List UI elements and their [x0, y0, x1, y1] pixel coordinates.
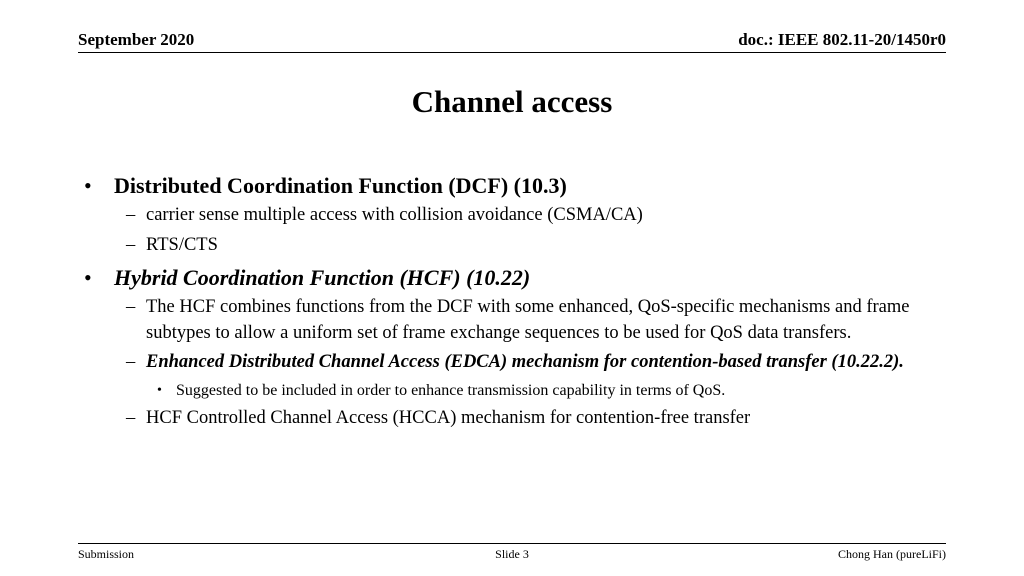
- dash-icon: –: [126, 407, 136, 428]
- bullet-icon: •: [84, 265, 92, 290]
- bullet-dcf-text: Distributed Coordination Function (DCF) (10.3): [114, 173, 567, 198]
- dash-icon: –: [126, 205, 136, 225]
- sub-rts-cts-text: RTS/CTS: [146, 234, 218, 255]
- footer-submission: Submission: [78, 547, 135, 561]
- slide-content: [84, 170, 954, 435]
- bullet-dcf: [84, 170, 954, 201]
- dash-icon: –: [126, 297, 136, 317]
- bullet-icon: •: [84, 173, 92, 198]
- dash-icon: –: [126, 234, 136, 255]
- header-doc-id: doc.: IEEE 802.11-20/1450r0: [738, 30, 946, 49]
- bullet-hcf-text: Hybrid Coordination Function (HCF) (10.22): [114, 265, 531, 290]
- sub-hcf-description: [126, 295, 954, 346]
- sub-hcca: [126, 406, 954, 432]
- bullet-hcf: [84, 262, 954, 293]
- slide-title: Channel access: [411, 84, 613, 119]
- footer-author: Chong Han (pureLiFi): [838, 547, 946, 561]
- sub-csma: [126, 203, 954, 229]
- footer-rule: [78, 543, 946, 544]
- sub-edca-note-text: Suggested to be included in order to enhance transmission capability in terms of QoS.: [176, 381, 726, 399]
- sub-hcca-text: HCF Controlled Channel Access (HCCA) mechanism for contention-free transfer: [146, 407, 751, 428]
- header-rule: [78, 52, 946, 53]
- header-date: September 2020: [78, 30, 195, 49]
- sub-edca-note: [157, 380, 954, 402]
- sub-edca-text: Enhanced Distributed Channel Access (EDCA) mechanism for contention-based transfer (10.22.2).: [146, 352, 904, 372]
- sub-edca: [126, 350, 954, 376]
- sub-rts-cts: [126, 233, 954, 259]
- sub-csma-text: carrier sense multiple access with collision avoidance (CSMA/CA): [146, 205, 643, 225]
- dash-icon: –: [126, 352, 136, 372]
- footer-slide-number: Slide 3: [495, 547, 529, 561]
- bullet-icon: •: [157, 382, 162, 398]
- sub-hcf-description-text: The HCF combines functions from the DCF with some enhanced, QoS-specific mechanisms and frame subtypes to allow a uniform set of frame exchange sequences to be used for QoS data transfers.: [146, 297, 910, 343]
